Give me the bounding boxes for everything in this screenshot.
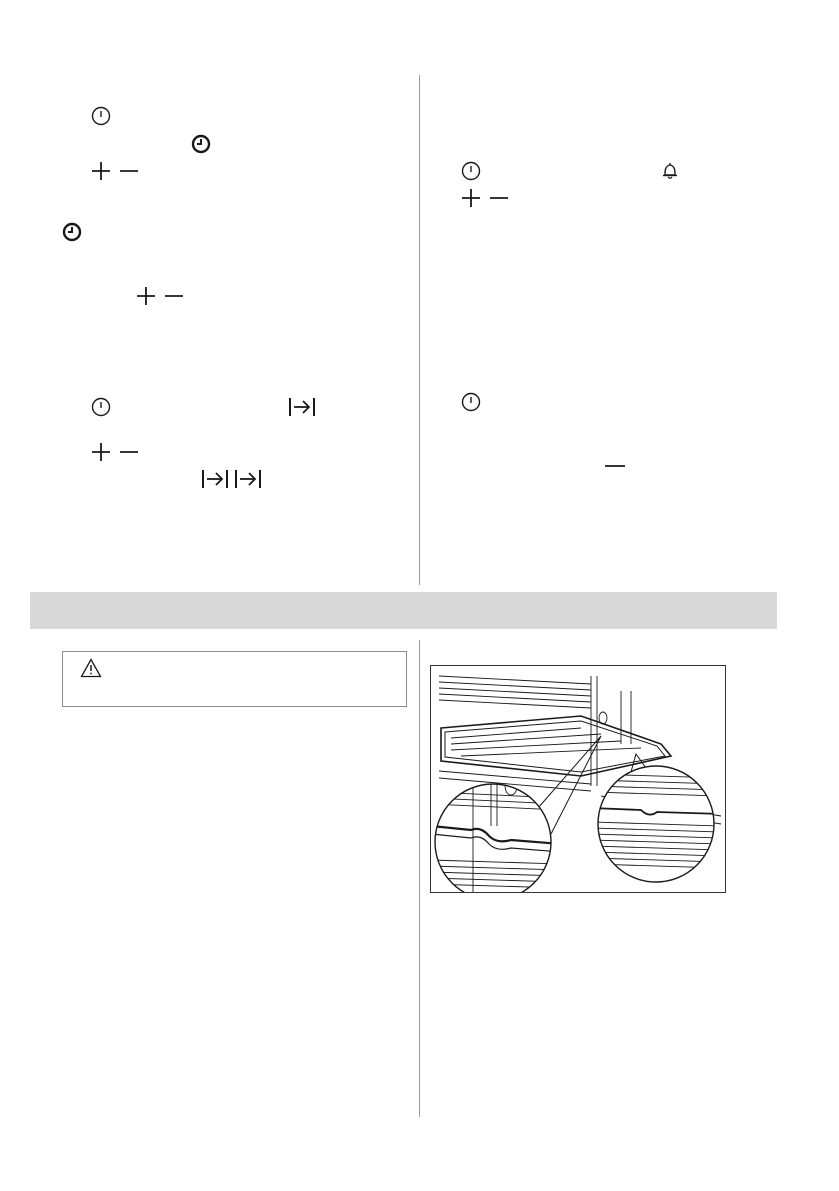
minus-icon (164, 286, 184, 306)
oven-shelf-illustration (430, 665, 726, 893)
clock-icon (461, 161, 481, 181)
clock-filled-icon (191, 134, 211, 154)
minus-icon (119, 442, 139, 462)
clock-filled-icon (62, 222, 82, 242)
clock-icon (91, 397, 111, 417)
bottom-column-divider (419, 640, 420, 1117)
minus-icon (489, 188, 509, 208)
minus-icon (604, 456, 626, 476)
minus-icon (119, 161, 139, 181)
clock-icon (91, 106, 111, 126)
warning-triangle-icon (80, 658, 102, 678)
plus-icon (91, 442, 111, 462)
clock-icon (461, 392, 481, 412)
plus-icon (461, 188, 481, 208)
warning-box (62, 651, 407, 707)
bell-icon (660, 161, 680, 181)
top-column-divider (419, 75, 420, 585)
section-heading-band (30, 592, 777, 629)
end-time-icon (288, 396, 316, 418)
plus-icon (91, 161, 111, 181)
plus-icon (136, 286, 156, 306)
end-time-icon (201, 468, 229, 490)
end-time-icon (234, 468, 262, 490)
